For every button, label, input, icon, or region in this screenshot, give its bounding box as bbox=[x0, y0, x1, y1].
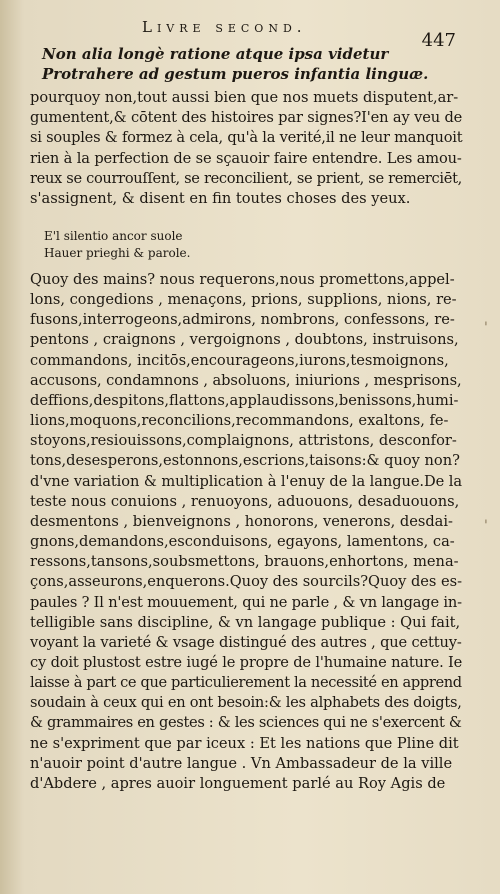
text-line: tons,desesperons,estonnons,escrions,taisons:& quoy non? bbox=[30, 452, 460, 470]
text-line: Quoy des mains? nous requerons,nous promettons,appel- bbox=[30, 271, 455, 288]
text-line: ressons,tansons,soubsmettons, brauons,enhortons, mena- bbox=[30, 553, 459, 571]
text-line: deffions,despitons,flattons,applaudissons,benissons,humi- bbox=[30, 391, 459, 409]
paragraph-two bbox=[30, 270, 462, 794]
verse-line: Hauer prieghi & parole. bbox=[44, 246, 191, 260]
text-line: pourquoy non,tout aussi bien que nos muets disputent,ar- bbox=[30, 89, 459, 106]
text-line: fusons,interrogeons,admirons, nombrons, confessons, re- bbox=[30, 311, 455, 329]
text-line: accusons, condamnons , absoluons, iniurions , mesprisons, bbox=[30, 371, 462, 389]
text-line: cy doit plustost estre iugé le propre de l'humaine nature. Ie bbox=[30, 653, 463, 671]
text-line: telligible sans discipline, & vn langage publique : Qui fait, bbox=[30, 613, 461, 631]
margin-mark: ' bbox=[484, 518, 488, 534]
text-line: si souples & formez à cela, qu'à la verité,il ne leur manquoit bbox=[30, 129, 463, 147]
text-line: d'Abdere , apres auoir longuement parlé au Roy Agis de bbox=[30, 774, 446, 792]
text-line: stoyons,resiouissons,complaignons, attristons, desconfor- bbox=[30, 432, 457, 450]
text-line: & grammaires en gestes : & les sciences qui ne s'exercent & bbox=[30, 714, 462, 732]
text-line: voyant la varieté & vsage distingué des autres , que cettuy- bbox=[30, 633, 462, 651]
text-line: n'auoir point d'autre langue . Vn Ambassadeur de la ville bbox=[30, 754, 453, 772]
text-line: gumentent,& cōtent des histoires par signes?I'en ay veu de bbox=[30, 109, 463, 127]
motto-line: Non alia longè ratione atque ipsa videtur bbox=[42, 45, 389, 63]
text-line: lons, congedions , menaçons, prions, supplions, nions, re- bbox=[30, 291, 457, 309]
text-line: s'assignent, & disent en fin toutes choses des yeux. bbox=[30, 190, 411, 208]
text-line: commandons, incitōs,encourageons,iurons,tesmoignons, bbox=[30, 351, 449, 369]
text-line: desmentons , bienveignons , honorons, venerons, desdai- bbox=[30, 512, 453, 530]
page-number: 447 bbox=[421, 30, 456, 51]
text-line: ne s'expriment que par iceux : Et les nations que Pline dit bbox=[30, 734, 459, 752]
text-line: teste nous conuions , renuoyons, aduouons, desaduouons, bbox=[30, 492, 460, 510]
text-line: lions,moquons,reconcilions,recommandons, exaltons, fe- bbox=[30, 412, 449, 430]
margin-mark: ' bbox=[484, 320, 488, 336]
text-line: reux se courrouſſent, se reconcilient, se prient, se remerciēt, bbox=[30, 169, 462, 187]
verse-line: E'l silentio ancor suole bbox=[44, 229, 183, 243]
text-line: çons,asseurons,enquerons.Quoy des sourcils?Quoy des es- bbox=[30, 573, 463, 591]
text-line: pentons , craignons , vergoignons , doubtons, instruisons, bbox=[30, 331, 459, 349]
text-line: rien à la perfection de se sçauoir faire entendre. Les amou- bbox=[30, 149, 462, 167]
latin-motto bbox=[42, 44, 432, 84]
running-head: Livre second. bbox=[142, 18, 307, 36]
text-line: laisse à part ce que particulierement la necessité en apprend bbox=[30, 674, 462, 692]
text-line: soudain à ceux qui en ont besoin:& les alphabets des doigts, bbox=[30, 694, 462, 712]
text-line: paules ? Il n'est mouuement, qui ne parle , & vn langage in- bbox=[30, 593, 462, 611]
italian-verse bbox=[44, 228, 190, 262]
motto-line: Protrahere ad gestum pueros infantia linguæ. bbox=[42, 65, 429, 83]
text-line: gnons,demandons,esconduisons, egayons, lamentons, ca- bbox=[30, 533, 455, 551]
text-line: d'vne variation & multiplication à l'enuy de la langue.De la bbox=[30, 472, 462, 490]
paragraph-one bbox=[30, 88, 462, 209]
